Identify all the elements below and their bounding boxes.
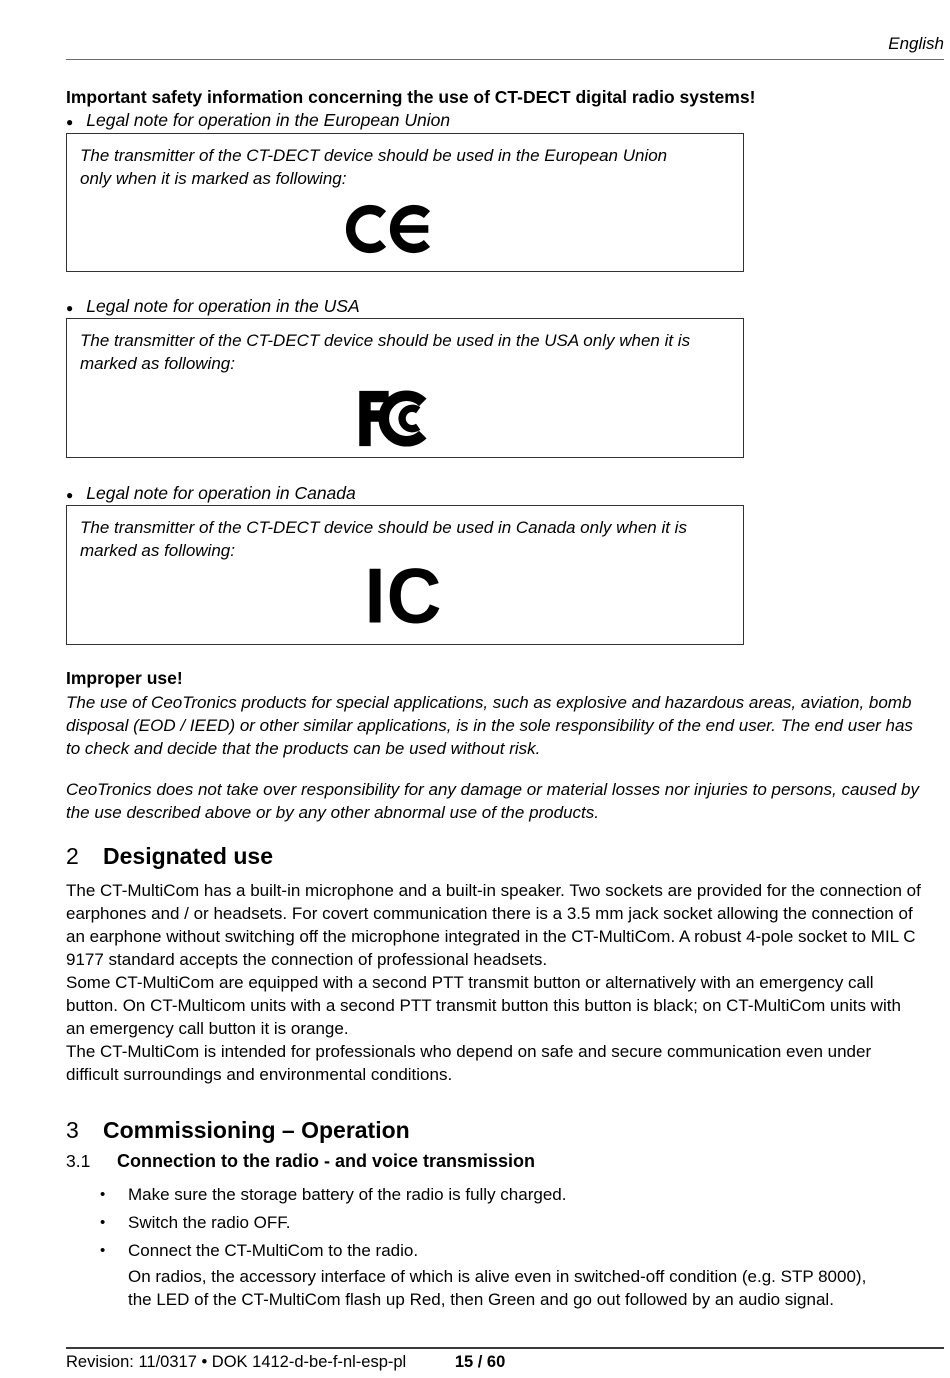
list-item: [66, 1211, 291, 1234]
list-item: [66, 1183, 566, 1206]
legal-note-eu: [66, 110, 450, 131]
ce-mark-icon: [343, 198, 441, 260]
section-3-title: Commissioning – Operation: [103, 1117, 410, 1143]
legal-note-usa-label: Legal note for operation in the USA: [86, 296, 360, 316]
list-item: [66, 1239, 418, 1262]
designated-use-paragraph-1: The CT-MultiCom has a built-in microphone and a built-in speaker. Two sockets are provided for the connection of earphones and / or headsets. For covert communication there is a 3.5 mm jack socket allowing the connection of an earphone without switching off the microphone integrated in the CT-MultiCom. A robust 4-pole socket to MIL C 9177 standard accepts the connection of professional headsets.: [66, 881, 921, 969]
section-3-number: 3: [66, 1117, 79, 1143]
ce-mark-logo: [60, 198, 723, 260]
bullet-icon: •: [100, 1242, 106, 1259]
fcc-mark-icon: [356, 386, 436, 451]
legal-note-canada: [66, 483, 356, 504]
legal-note-canada-label: Legal note for operation in Canada: [86, 483, 356, 503]
safety-title: Important safety information concerning the use of CT-DECT digital radio systems!: [66, 87, 756, 107]
canada-mark-box: [66, 505, 744, 645]
eu-mark-box: [66, 133, 744, 272]
legal-note-usa: [66, 296, 360, 317]
bullet-icon: •: [100, 1186, 106, 1203]
footer-revision: Revision: 11/0317 • DOK 1412-d-be-f-nl-esp-pl: [66, 1353, 407, 1371]
section-3-1-heading: [66, 1151, 535, 1172]
section-3-1-number: 3.1: [66, 1151, 91, 1171]
improper-use-heading: Improper use!: [66, 668, 183, 688]
ic-mark-icon: IC: [364, 553, 443, 640]
eu-box-text: The transmitter of the CT-DECT device should be used in the European Union only when it is marked as following:: [80, 146, 668, 188]
list-item-text: Connect the CT-MultiCom to the radio.: [128, 1241, 419, 1260]
usa-box-text: The transmitter of the CT-DECT device should be used in the USA only when it is marked as following:: [80, 331, 691, 373]
improper-use-paragraph-1: The use of CeoTronics products for special applications, such as explosive and hazardous areas, aviation, bomb disposal (EOD / IEED) or other similar applications, is in the sole responsibility of the end user. The end user has to check and decide that the products can be used without risk.: [66, 693, 913, 758]
section-2-number: 2: [66, 843, 79, 869]
designated-use-paragraph-2: Some CT-MultiCom are equipped with a second PTT transmit button or alternatively with an emergency call button. On CT-Multicom units with a second PTT transmit button this button is black; on CT-MultiCom units with an emergency call button it is orange.: [66, 973, 901, 1038]
list-item-text: Make sure the storage battery of the radio is fully charged.: [128, 1185, 567, 1204]
section-2-heading: [66, 843, 273, 870]
document-page: [66, 0, 944, 1378]
header-language-label: English: [888, 34, 944, 53]
canada-box-text: The transmitter of the CT-DECT device should be used in Canada only when it is marked as following:: [80, 518, 687, 560]
section-2-title: Designated use: [103, 843, 273, 869]
designated-use-paragraph-3: The CT-MultiCom is intended for professionals who depend on safe and secure communication even under difficult surroundings and environmental conditions.: [66, 1042, 872, 1084]
improper-use-paragraph-2: CeoTronics does not take over responsibility for any damage or material losses nor injuries to persons, caused by the use described above or by any other abnormal use of the products.: [66, 780, 919, 822]
bullet-icon: ●: [66, 114, 74, 129]
designated-use-body: [66, 879, 921, 1086]
page-footer: [66, 1353, 505, 1372]
bullet-icon: •: [100, 1214, 106, 1231]
radio-connection-note: On radios, the accessory interface of which is alive even in switched-off condition (e.g. STP 8000), the LED of the CT-MultiCom flash up Red, then Green and go out followed by an audio signal.: [128, 1267, 867, 1309]
header-rule: [66, 59, 944, 60]
section-3-heading: [66, 1117, 410, 1144]
list-item-text: Switch the radio OFF.: [128, 1213, 291, 1232]
footer-rule: [66, 1347, 944, 1349]
legal-note-eu-label: Legal note for operation in the European Union: [86, 110, 451, 130]
fcc-mark-logo: [64, 386, 727, 451]
bullet-icon: ●: [66, 300, 74, 315]
section-3-1-title: Connection to the radio - and voice transmission: [117, 1151, 536, 1171]
footer-page-number: 15 / 60: [454, 1353, 506, 1371]
bullet-icon: ●: [66, 487, 74, 502]
usa-mark-box: [66, 318, 744, 458]
ic-mark-logo: [80, 553, 743, 640]
